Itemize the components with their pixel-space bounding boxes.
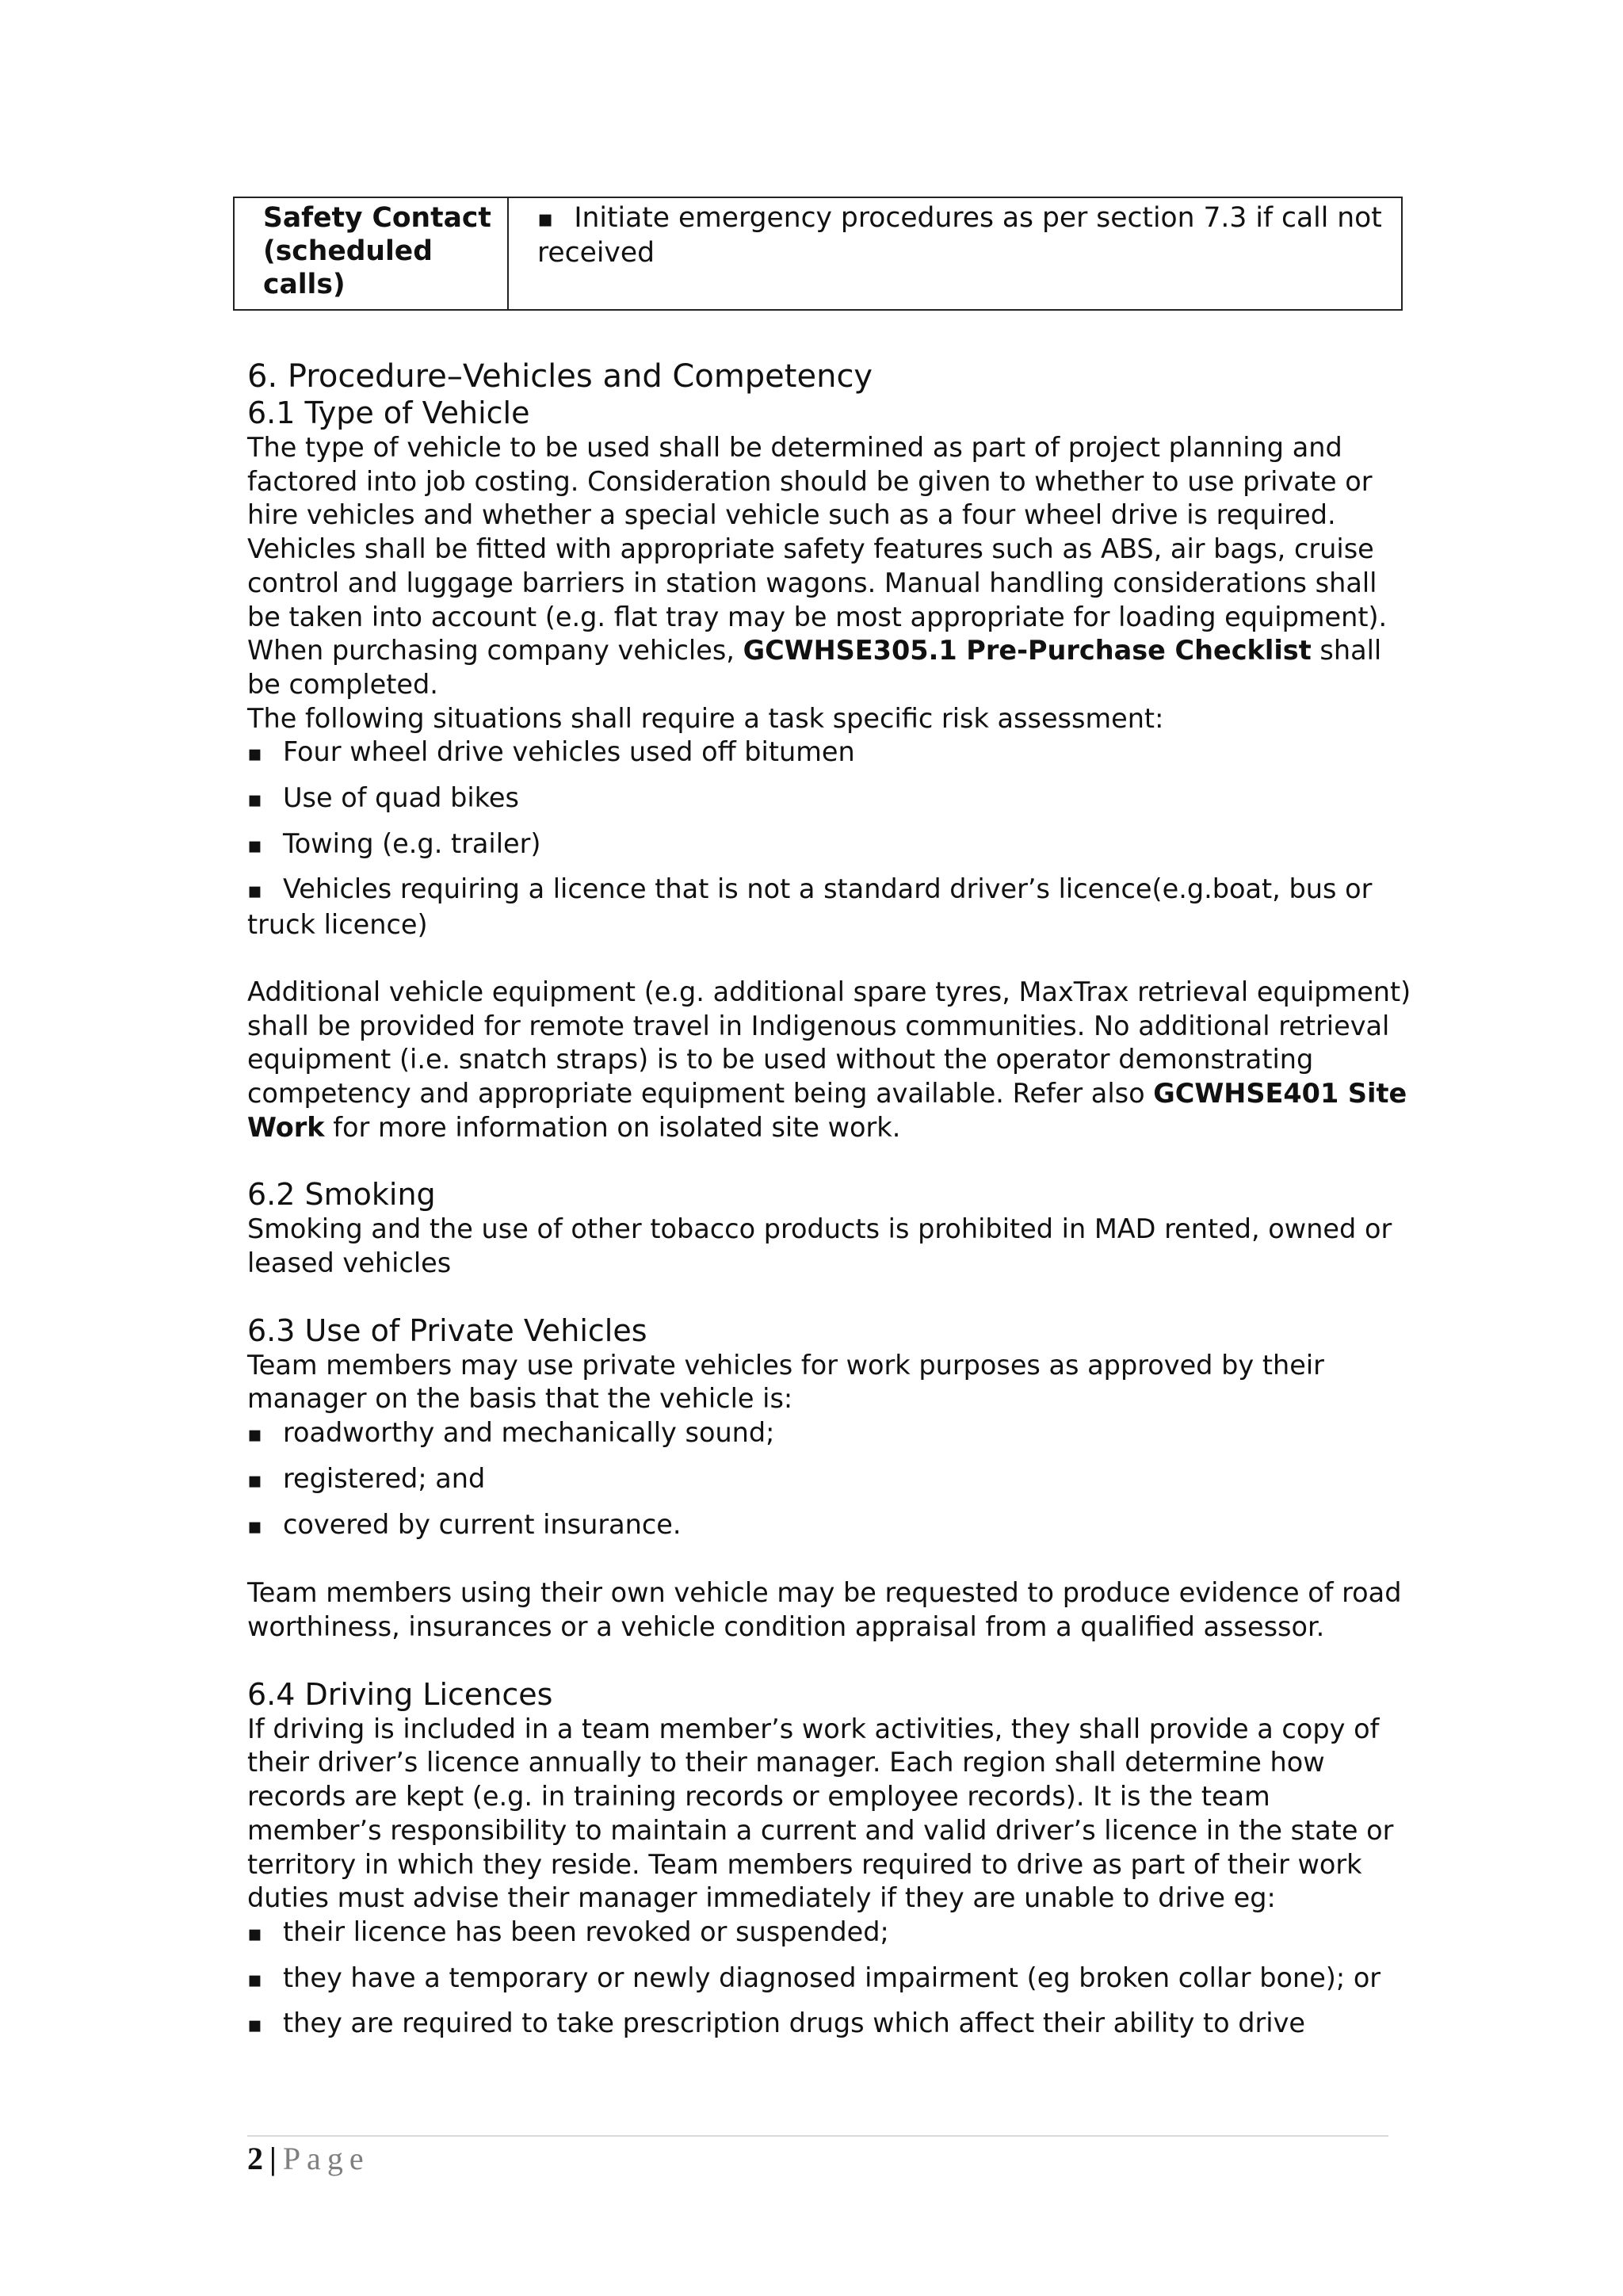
table-label-line-1: Safety Contact <box>263 202 491 234</box>
section-6-1-paragraph-3: The following situations shall require a task specific risk assessment: <box>247 702 1164 734</box>
document-reference-checklist: GCWHSE305.1 Pre-Purchase Checklist <box>743 635 1312 667</box>
bullet-marker-icon <box>537 202 574 234</box>
section-6-heading: 6. Procedure–Vehicles and Competency <box>247 358 873 395</box>
list-item: ▪ registered; and <box>247 1462 1412 1498</box>
risk-assessment-list <box>247 735 1412 942</box>
paragraph-text: shall be completed. <box>247 635 1382 700</box>
table-cell-text: Initiate emergency procedures as per section 7.3 if call not received <box>537 202 1382 269</box>
section-6-3-paragraph-2: Team members using their own vehicle may be requested to produce evidence of road worthiness, insurances or a vehicle condition appraisal from a qualified assessor. <box>247 1577 1402 1642</box>
safety-contact-table <box>233 197 1403 311</box>
table-label-line-2: (scheduled <box>263 235 433 267</box>
list-item: ▪ Four wheel drive vehicles used off bitumen <box>247 735 1412 771</box>
section-6-4-heading: 6.4 Driving Licences <box>247 1676 553 1712</box>
list-item: ▪ Towing (e.g. trailer) <box>247 827 1412 863</box>
page-number: 2 <box>247 2141 263 2176</box>
list-item: ▪ Use of quad bikes <box>247 781 1412 817</box>
section-6-1-paragraph-4 <box>247 976 1412 1145</box>
page-footer <box>247 2140 370 2177</box>
private-vehicle-list <box>247 1416 1412 1543</box>
section-6-1-paragraph-1: The type of vehicle to be used shall be determined as part of project planning and factored into job costing. Consideration should be given to whether to use private or hire vehicles and whether a special vehicle such as a four wheel drive is required. Vehicles shall be fitted with appropriate safety features such as ABS, air bags, cruise control and luggage barriers in station wagons. Manual handling considerations shall be taken into account (e.g. flat tray may be most appropriate for loading equipment). <box>247 432 1388 632</box>
page-label: Page <box>282 2141 370 2176</box>
document-reference-site-work: GCWHSE401 Site Work <box>247 1077 1407 1143</box>
section-6-4-paragraph: If driving is included in a team member’s work activities, they shall provide a copy of their driver’s licence annually to their manager. Each region shall determine how records are kept (e.g. in training records or employee records). It is the team member’s responsibility to maintain a current and valid driver’s licence in the state or territory in which they reside. Team members required to drive as part of their work duties must advise their manager immediately if they are unable to drive eg: <box>247 1713 1394 1914</box>
paragraph-text: Additional vehicle equipment (e.g. additional spare tyres, MaxTrax retrieval equipment) shall be provided for remote travel in Indigenous communities. No additional retrieval equipment (i.e. snatch straps) is to be used without the operator demonstrating competency and appropriate equipment being available. Refer also <box>247 976 1411 1109</box>
table-label-line-3: calls) <box>263 269 346 300</box>
list-item: ▪ covered by current insurance. <box>247 1508 1412 1544</box>
paragraph-text: for more information on isolated site work. <box>324 1111 901 1143</box>
section-6-2-heading: 6.2 Smoking <box>247 1177 436 1213</box>
section-6-3-heading: 6.3 Use of Private Vehicles <box>247 1312 647 1348</box>
list-item: ▪ they are required to take prescription drugs which affect their ability to drive <box>247 2007 1412 2042</box>
section-6-1-paragraph-2 <box>247 634 1412 701</box>
list-item: ▪ roadworthy and mechanically sound; <box>247 1416 1412 1452</box>
section-6-1-heading: 6.1 Type of Vehicle <box>247 395 530 430</box>
footer-divider <box>247 2135 1388 2137</box>
table-cell-content <box>508 197 1402 310</box>
table-cell-label <box>234 197 508 310</box>
document-page <box>247 197 1412 2053</box>
licence-conditions-list <box>247 1916 1412 2042</box>
paragraph-text: When purchasing company vehicles, <box>247 635 743 667</box>
list-item: ▪ they have a temporary or newly diagnosed impairment (eg broken collar bone); or <box>247 1962 1412 1997</box>
section-6-3-paragraph-1: Team members may use private vehicles for work purposes as approved by their manager on the basis that the vehicle is: <box>247 1349 1324 1415</box>
section-6-2-paragraph: Smoking and the use of other tobacco products is prohibited in MAD rented, owned or leased vehicles <box>247 1213 1392 1279</box>
footer-separator: | <box>269 2141 277 2176</box>
list-item: ▪ Vehicles requiring a licence that is not a standard driver’s licence(e.g.boat, bus or truck licence) <box>247 873 1412 942</box>
list-item: ▪ their licence has been revoked or suspended; <box>247 1916 1412 1951</box>
table-row <box>234 197 1402 310</box>
